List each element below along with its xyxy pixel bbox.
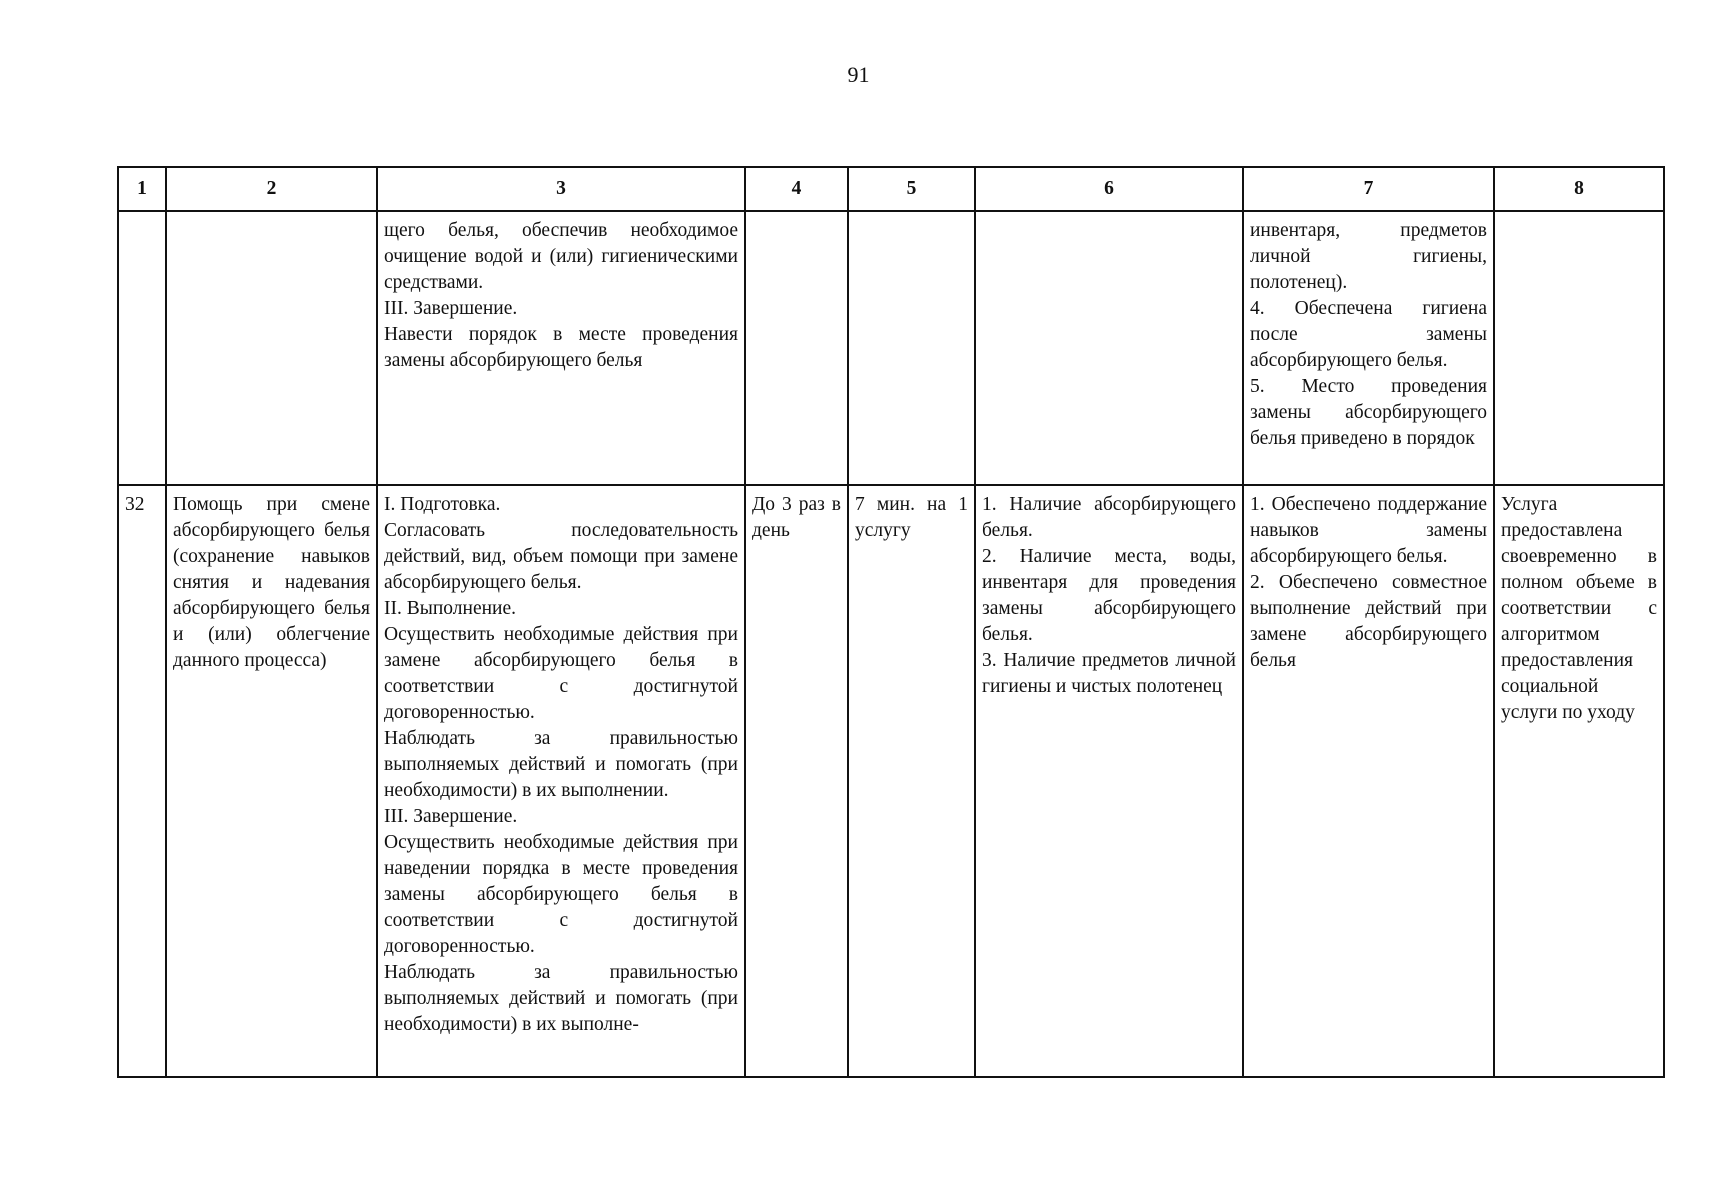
table-cell [118,211,166,485]
condition-line: 2. Наличие места, воды, инвентаря для проведения замены абсорбирующего белья. [982,546,1236,645]
table-row [118,485,1664,1077]
table-row [118,211,1664,485]
result-line: 4. Обеспечена гигиена после замены абсорбирующего белья. [1250,298,1487,371]
procedure-line: Осуществить необходимые действия при замене абсорбирующего белья в соответствии с достигнутой договоренностью. [384,624,738,723]
procedure-line: II. Выполнение. [384,598,516,619]
row-number-cell: 32 [118,485,166,1077]
procedure-line: Навести порядок в месте проведения замены абсорбирующего белья [384,324,738,371]
procedure-line: щего белья, обеспечив необходимое очищение водой и (или) гигиеническими средствами. [384,220,738,293]
column-header: 4 [745,167,848,211]
procedure-line: Наблюдать за правильностью выполняемых действий и помогать (при необходимости) в их выполнении. [384,728,738,801]
procedure-line: I. Подготовка. [384,494,501,515]
table-cell [848,211,975,485]
duration-cell: 7 мин. на 1 услугу [848,485,975,1077]
services-table [117,166,1665,1078]
condition-line: 3. Наличие предметов личной гигиены и чистых полотенец [982,650,1236,697]
column-header: 5 [848,167,975,211]
column-header: 7 [1243,167,1494,211]
procedure-line: III. Завершение. [384,298,518,319]
table-cell-result [1243,485,1494,1077]
table-cell [166,211,377,485]
condition-line: 1. Наличие абсорбирующего белья. [982,494,1236,541]
procedure-line: Согласовать последовательность действий, вид, объем помощи при замене абсорбирующего белья. [384,520,738,593]
page-number: 91 [847,62,870,87]
table-cell-procedure [377,211,745,485]
table-cell-procedure [377,485,745,1077]
column-header: 3 [377,167,745,211]
table-cell [1494,211,1664,485]
quality-cell: Услуга предоставлена своевременно в полном объеме в соответствии с алгоритмом предоставления социальной услуги по уходу [1494,485,1664,1077]
service-name-cell: Помощь при смене абсорбирующего белья (сохранение навыков снятия и надевания абсорбирующего белья и (или) облегчение данного процесса) [166,485,377,1077]
column-header: 8 [1494,167,1664,211]
result-line: 1. Обеспечено поддержание навыков замены абсорбирующего белья. [1250,494,1487,567]
frequency-cell: До 3 раз в день [745,485,848,1077]
result-line: 5. Место проведения замены абсорбирующего белья приведено в порядок [1250,376,1487,449]
table-cell [745,211,848,485]
column-header: 6 [975,167,1243,211]
result-line: 2. Обеспечено совместное выполнение действий при замене абсорбирующего белья [1250,572,1487,671]
table-cell [975,211,1243,485]
column-header: 2 [166,167,377,211]
procedure-line: Осуществить необходимые действия при наведении порядка в месте проведения замены абсорбирующего белья в соответствии с достигнутой договоренностью. [384,832,738,957]
procedure-line: III. Завершение. [384,806,518,827]
result-line: инвентаря, предметов личной гигиены, полотенец). [1250,220,1487,293]
conditions-cell [975,485,1243,1077]
procedure-line: Наблюдать за правильностью выполняемых действий и помогать (при необходимости) в их выполне- [384,962,738,1035]
table-cell-result [1243,211,1494,485]
table-header-row [118,167,1664,211]
column-header: 1 [118,167,166,211]
